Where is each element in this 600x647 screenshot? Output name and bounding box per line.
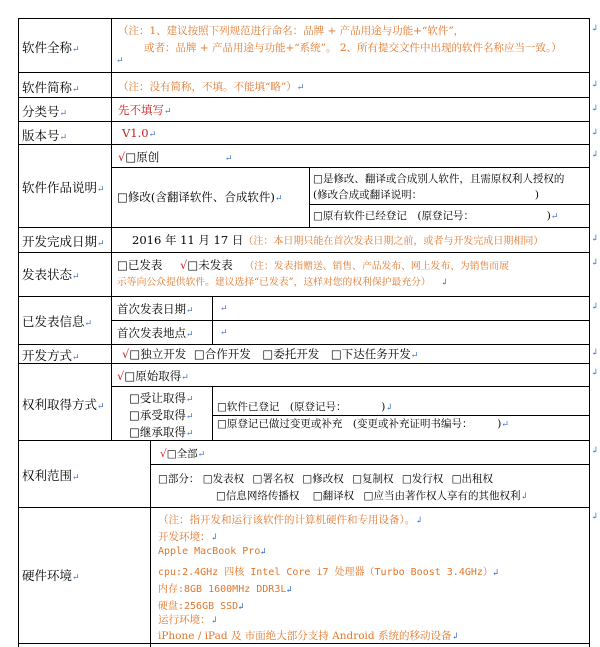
option-published: □已发表 [117, 258, 163, 272]
right-rent: □出租权 [451, 473, 494, 485]
reg-line-2[interactable]: □原登记已做过变更或补充 (变更或补充证明书编号： )↵ [217, 418, 509, 430]
label-version: 版本号↵ [22, 128, 68, 143]
label-rights-acquire: 权利取得方式↵ [22, 397, 105, 412]
right-modify: □修改权 [302, 473, 344, 485]
first-publish-date-input[interactable]: ↵ [220, 304, 228, 314]
label-work-desc: 软件作品说明↵ [22, 180, 105, 195]
auth-line-2: (修改合成或翻译说明： ) [313, 189, 539, 201]
option-independent: □独立开发 [129, 347, 187, 361]
option-assigned: □下达任务开发 [330, 347, 411, 361]
right-translate: □翻译权 [312, 490, 355, 502]
right-publish: □发表权 [202, 473, 245, 485]
publish-status-options[interactable]: □已发表 √□未发表 （注：发表指赠送、销售、产品发布、网上发布、为销售而展 [117, 258, 509, 272]
margin-mark: ↲ [591, 512, 599, 522]
option-original-acquire[interactable]: √□原始取得↵ [117, 369, 189, 383]
hardware-memory: 内存:8GB 1600MHz DDR3L↲ [158, 584, 292, 595]
software-name-note-2: 或者：品牌 + 产品用途与功能+“系统”。 2、所有提交文件中出现的软件名称应当一致。） [144, 42, 562, 54]
publish-status-note-2: 示等向公众提供软件。建议选择“已发表”，这样对您的权利保护最充分） ↲ [117, 277, 449, 288]
label-publish-status: 发表状态↵ [22, 267, 80, 282]
option-all-rights[interactable]: √□全部↵ [160, 448, 206, 460]
hardware-disk: 硬盘:256GB SSD↲ [158, 601, 244, 612]
option-original[interactable]: √□原创 ↵ [118, 150, 233, 164]
reg-line-1[interactable]: □软件已登记 (原登记号： )↲ [217, 401, 393, 413]
short-name-input[interactable]: （注：没有简称，不填。不能填“略”）↵ [118, 81, 305, 93]
completion-date-value[interactable]: 2016 年 11 月 17 日（注：本日期只能在首次发表日期之前，或者与开发完成日期相同） [132, 233, 544, 247]
margin-mark: ↲ [591, 302, 599, 312]
option-modified[interactable]: □修改(含翻译软件、合成软件)↵ [117, 190, 283, 204]
margin-mark: ↲ [591, 128, 599, 138]
label-dev-method: 开发方式↵ [22, 348, 80, 363]
version-value[interactable]: V1.0↵ [122, 126, 157, 140]
hardware-note: （注：指开发和运行该软件的计算机硬件和专用设备）。↲ [158, 514, 423, 526]
margin-mark: ↲ [591, 150, 599, 160]
hardware-cpu: cpu:2.4GHz 四核 Intel Core i7 处理器（Turbo Boost 3.4GHz）↲ [158, 567, 499, 578]
option-succeed[interactable]: □承受取得↵ [129, 408, 194, 422]
right-network: □信息网络传播权 [216, 490, 300, 502]
hardware-devices: iPhone / iPad 及 市面绝大部分支持 Android 系统的移动设备↲ [158, 630, 460, 642]
label-short-name: 软件简称↵ [22, 80, 80, 95]
margin-mark: ↲ [591, 348, 599, 358]
hardware-machine: Apple MacBook Pro↲ [158, 546, 266, 557]
margin-mark: ↲ [591, 234, 599, 244]
registered-original[interactable]: □原有软件已经登记 (原登记号： )↵ [313, 210, 559, 222]
label-hardware: 硬件环境↵ [22, 568, 80, 583]
margin-mark: ↲ [591, 446, 599, 456]
margin-mark: ↲ [591, 258, 599, 268]
right-signature: □署名权 [252, 473, 294, 485]
auth-line-1[interactable]: □是修改、翻译或合成别人软件，且需原权利人授权的 [313, 173, 565, 185]
label-category: 分类号↵ [22, 104, 68, 119]
partial-rights-line-1[interactable]: □部分： □发表权 □署名权 □修改权 □复制权 □发行权 □出租权 [158, 473, 494, 485]
right-other: □应当由著作权人享有的其他权利 [363, 490, 521, 502]
label-completion-date: 开发完成日期↵ [22, 234, 105, 249]
option-cooperative: □合作开发 [193, 347, 251, 361]
right-distribute: □发行权 [401, 473, 444, 485]
partial-rights-line-2[interactable]: □信息网络传播权 □翻译权 □应当由著作权人享有的其他权利↲ [216, 490, 528, 502]
label-software-name: 软件全称↵ [22, 40, 80, 55]
option-transfer[interactable]: □受让取得↵ [129, 391, 194, 405]
first-publish-date-label: 首次发表日期↵ [117, 302, 194, 316]
option-unpublished: □未发表 [187, 258, 233, 272]
return-mark: ↵ [116, 56, 124, 66]
hardware-run-env: 运行环境：↲ [158, 614, 219, 626]
software-name-note-1: （注：1、建议按照下列规范进行命名：品牌 + 产品用途与功能+“软件”， [118, 25, 465, 37]
option-inherit[interactable]: □继承取得↵ [129, 425, 194, 439]
hardware-dev-env: 开发环境：↲ [158, 531, 219, 543]
right-copy: □复制权 [352, 473, 394, 485]
label-published-info: 已发表信息↵ [22, 314, 93, 329]
margin-mark: ↲ [591, 104, 599, 114]
category-value[interactable]: 先不填写↵ [118, 103, 172, 117]
dev-method-options[interactable]: √□独立开发 □合作开发 □委托开发 □下达任务开发↵ [122, 347, 419, 361]
first-publish-place-label: 首次发表地点↵ [117, 326, 194, 340]
label-rights-scope: 权利范围↵ [22, 468, 80, 483]
option-commissioned: □委托开发 [262, 347, 320, 361]
margin-mark: ↲ [591, 24, 599, 34]
margin-mark: ↲ [591, 368, 599, 378]
margin-mark: ↲ [591, 80, 599, 90]
first-publish-place-input[interactable]: ↵ [220, 328, 228, 338]
